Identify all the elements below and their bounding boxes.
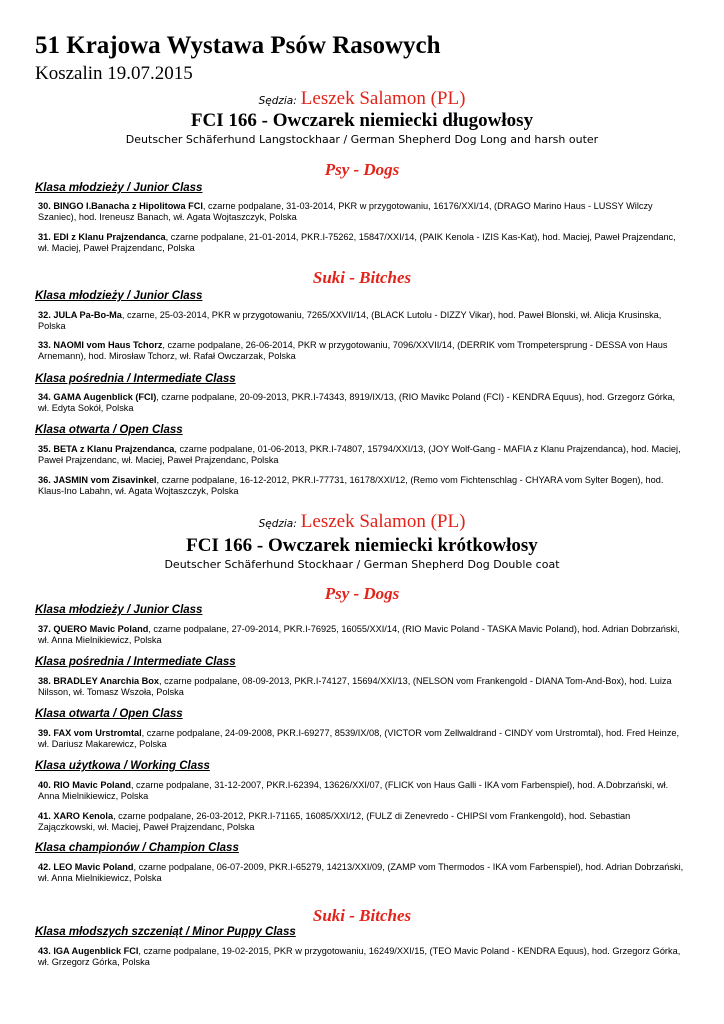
catalog-entry xyxy=(38,946,688,968)
entry-number: 42. xyxy=(38,862,51,872)
breed-subtitle: Deutscher Schäferhund Langstockhaar / German Shepherd Dog Long and harsh outer xyxy=(125,133,599,146)
dog-name: IGA Augenblick FCI xyxy=(53,946,139,956)
entry-number: 37. xyxy=(38,624,51,634)
dog-name: FAX vom Urstromtal xyxy=(53,728,142,738)
entry-details: , czarne podpalane, 06-07-2009, PKR.I-65279, 14213/XXI/09, (ZAMP vom Thermodos - IKA vom Farbenspiel), hod. Adrian Dobrzański, wł. Anna Mielnikiewicz, Polska xyxy=(38,862,684,883)
catalog-entry xyxy=(38,232,688,254)
judge-line xyxy=(0,511,724,533)
entry-number: 38. xyxy=(38,676,51,686)
class-heading: Klasa młodszych szczeniąt / Minor Puppy Class xyxy=(35,926,296,938)
catalog-entry xyxy=(38,862,688,884)
dog-name: BETA z Klanu Prajzendanca xyxy=(53,444,175,454)
page-subtitle: Koszalin 19.07.2015 xyxy=(35,63,193,84)
entry-details: , czarne podpalane, 08-09-2013, PKR.I-74127, 15694/XXI/13, (NELSON vom Frankengold - DIANA Tom-And-Box), hod. Luiza Nilsson, wł. Tomasz Wszoła, Polska xyxy=(38,676,672,697)
entry-number: 40. xyxy=(38,780,51,790)
entry-details: , czarne podpalane, 31-12-2007, PKR.I-62394, 13626/XXI/07, (FLICK von Haus Galli - IKA vom Farbenspiel), hod. A.Dobrzański, wł. Anna Mielnikiewicz, Polska xyxy=(38,780,669,801)
entry-details: , czarne podpalane, 19-02-2015, PKR w przygotowaniu, 16249/XXI/15, (TEO Mavic Poland - KENDRA Equus), hod. Grzegorz Górka, wł. Grzegorz Górka, Polska xyxy=(38,946,681,967)
dog-name: JULA Pa-Bo-Ma xyxy=(53,310,122,320)
entry-number: 33. xyxy=(38,340,51,350)
dog-name: BRADLEY Anarchia Box xyxy=(53,676,160,686)
judge-label: Sędzia: xyxy=(258,95,297,107)
entry-number: 31. xyxy=(38,232,51,242)
entry-number: 43. xyxy=(38,946,51,956)
class-heading: Klasa młodzieży / Junior Class xyxy=(35,182,203,194)
catalog-entry xyxy=(38,676,688,698)
class-heading: Klasa pośrednia / Intermediate Class xyxy=(35,373,236,385)
entry-number: 36. xyxy=(38,475,51,485)
sex-heading-dogs: Psy - Dogs xyxy=(324,160,400,179)
entry-number: 39. xyxy=(38,728,51,738)
sex-heading-dogs: Psy - Dogs xyxy=(324,584,400,603)
class-heading: Klasa młodzieży / Junior Class xyxy=(35,604,203,616)
class-heading: Klasa pośrednia / Intermediate Class xyxy=(35,656,236,668)
catalog-entry xyxy=(38,392,688,414)
breed-title: FCI 166 - Owczarek niemiecki krótkowłosy xyxy=(186,535,538,556)
dog-name: LEO Mavic Poland xyxy=(53,862,134,872)
entry-details: , czarne podpalane, 26-06-2014, PKR w przygotowaniu, 7096/XXVII/14, (DERRIK vom Trompetersprung - DESSA von Haus Arnemann), hod. Mirosław Tchorz, wł. Rafał Owczarzak, Polska xyxy=(38,340,668,361)
dog-name: XARO Kenola xyxy=(53,811,114,821)
judge-name: Leszek Salamon (PL) xyxy=(300,88,466,109)
catalog-entry xyxy=(38,624,688,646)
catalog-entry xyxy=(38,780,688,802)
entry-details: , czarne podpalane, 20-09-2013, PKR.I-74343, 8919/IX/13, (RIO Mavikc Poland (FCI) - KENDRA Equus), hod. Grzegorz Górka, wł. Edyta Sokół, Polska xyxy=(38,392,676,413)
judge-name: Leszek Salamon (PL) xyxy=(300,511,466,532)
dog-name: JASMIN vom Zisavinkel xyxy=(53,475,157,485)
entry-number: 34. xyxy=(38,392,51,402)
entry-number: 41. xyxy=(38,811,51,821)
class-heading: Klasa użytkowa / Working Class xyxy=(35,760,210,772)
catalog-entry xyxy=(38,728,688,750)
entry-details: , czarne podpalane, 21-01-2014, PKR.I-75262, 15847/XXI/14, (PAIK Kenola - IZIS Kas-Kat), hod. Maciej, Paweł Prajzendanc, wł. Maciej, Paweł Prajzendanc, Polska xyxy=(38,232,676,253)
dog-name: QUERO Mavic Poland xyxy=(53,624,149,634)
judge-line xyxy=(0,88,724,110)
dog-name: EDI z Klanu Prajzendanca xyxy=(53,232,166,242)
entry-details: , czarne podpalane, 01-06-2013, PKR.I-74807, 15794/XXI/13, (JOY Wolf-Gang - MAFIA z Klanu Prajzendanca), hod. Maciej, Paweł Prajzendanc, wł. Maciej, Paweł Prajzendanc, Polska xyxy=(38,444,681,465)
breed-title: FCI 166 - Owczarek niemiecki długowłosy xyxy=(190,110,534,131)
entry-details: , czarne, 25-03-2014, PKR w przygotowaniu, 7265/XXVII/14, (BLACK Lutolu - DIZZY Vikar), hod. Paweł Blonski, wł. Alicja Krusinska, Polska xyxy=(38,310,662,331)
class-heading: Klasa otwarta / Open Class xyxy=(35,424,183,436)
entry-details: , czarne podpalane, 31-03-2014, PKR w przygotowaniu, 16176/XXI/14, (DRAGO Marino Haus - LUSSY Wilczy Szaniec), hod. Ireneusz Banach, wł. Agata Wojtaszczyk, Polska xyxy=(38,201,653,222)
entry-details: , czarne podpalane, 24-09-2008, PKR.I-69277, 8539/IX/08, (VICTOR vom Zellwaldrand - CINDY vom Urstromtal), hod. Fred Heinze, wł. Dariusz Makarewicz, Polska xyxy=(38,728,680,749)
dog-name: RIO Mavic Poland xyxy=(53,780,131,790)
sex-heading-bitches: Suki - Bitches xyxy=(312,906,412,925)
judge-label: Sędzia: xyxy=(258,518,297,530)
catalog-entry xyxy=(38,340,688,362)
catalog-entry xyxy=(38,811,688,833)
catalog-entry xyxy=(38,310,688,332)
sex-heading-bitches: Suki - Bitches xyxy=(312,268,412,287)
entry-number: 32. xyxy=(38,310,51,320)
page-title: 51 Krajowa Wystawa Psów Rasowych xyxy=(35,32,441,59)
class-heading: Klasa otwarta / Open Class xyxy=(35,708,183,720)
breed-subtitle: Deutscher Schäferhund Stockhaar / German Shepherd Dog Double coat xyxy=(164,558,560,571)
catalog-entry xyxy=(38,475,688,497)
entry-number: 35. xyxy=(38,444,51,454)
catalog-entry xyxy=(38,201,688,223)
dog-name: GAMA Augenblick (FCI) xyxy=(53,392,157,402)
entry-number: 30. xyxy=(38,201,51,211)
entry-details: , czarne podpalane, 26-03-2012, PKR.I-71165, 16085/XXI/12, (FULZ di Zenevredo - CHIPSI vom Frankengold), hod. Sebastian Zajączkowski, wł. Maciej, Paweł Prajzendanc, Polska xyxy=(38,811,631,832)
class-heading: Klasa championów / Champion Class xyxy=(35,842,239,854)
entry-details: , czarne podpalane, 27-09-2014, PKR.I-76925, 16055/XXI/14, (RIO Mavic Poland - TASKA Mavic Poland), hod. Adrian Dobrzański, wł. Anna Mielnikiewicz, Polska xyxy=(38,624,680,645)
dog-name: BINGO I.Banacha z Hipolitowa FCI xyxy=(53,201,203,211)
dog-name: NAOMI vom Haus Tchorz xyxy=(53,340,163,350)
entry-details: , czarne podpalane, 16-12-2012, PKR.I-77731, 16178/XXI/12, (Remo vom Fichtenschlag - CHYARA vom Sylter Bogen), hod. Klaus-Ino Labahn, wł. Agata Wojtaszczyk, Polska xyxy=(38,475,664,496)
class-heading: Klasa młodzieży / Junior Class xyxy=(35,290,203,302)
catalog-entry xyxy=(38,444,688,466)
